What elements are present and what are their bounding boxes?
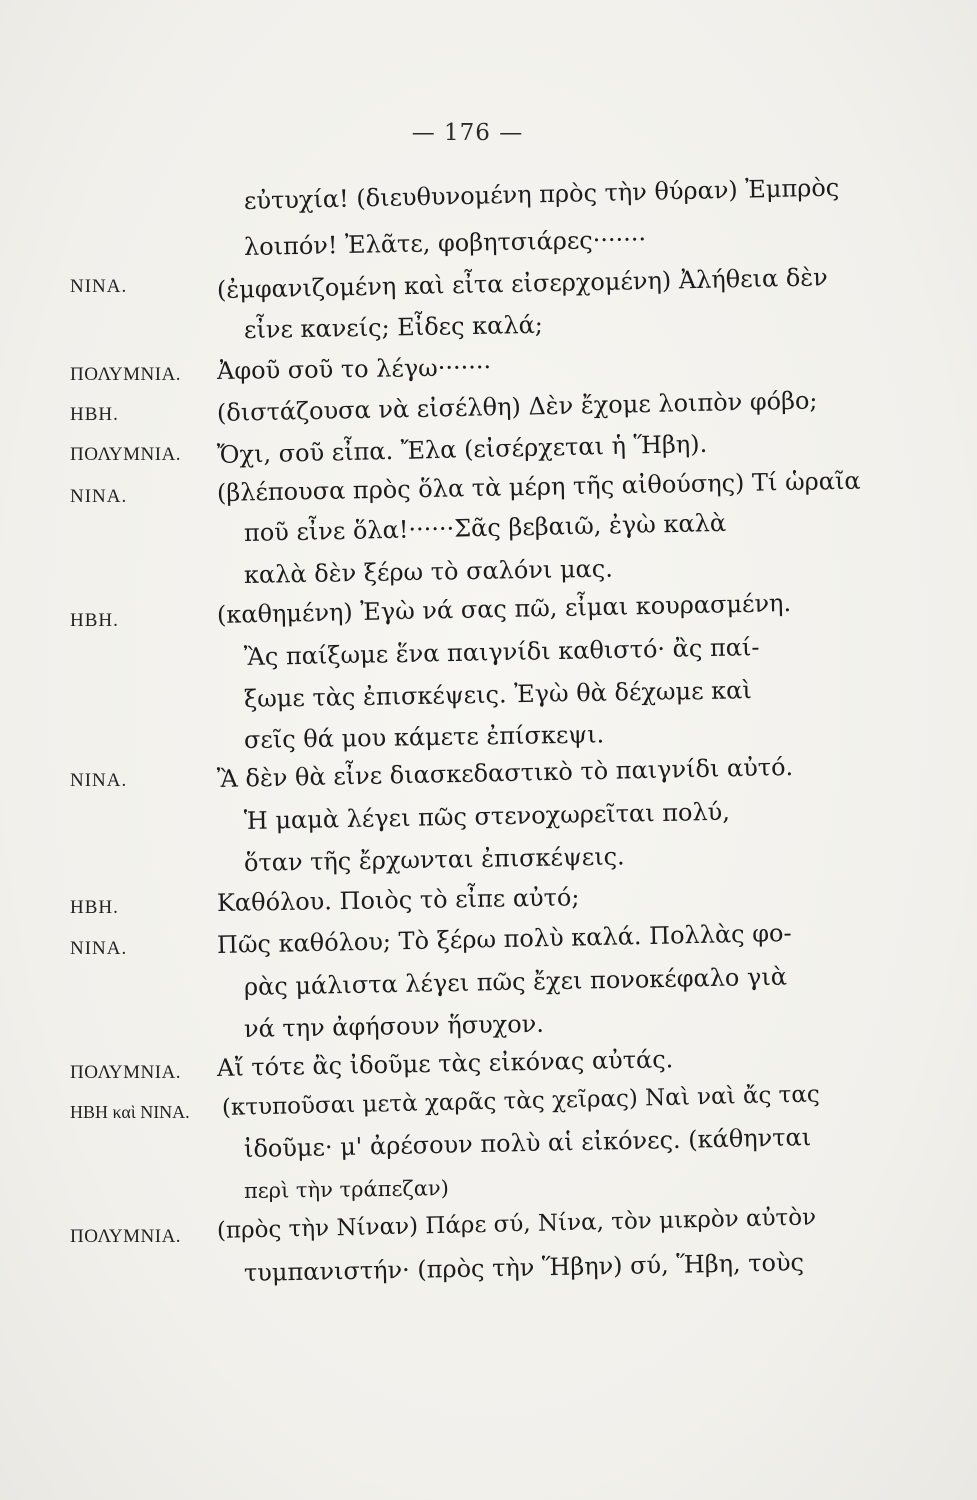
dialogue-line: περὶ τὴν τράπεζαν): [243, 1176, 450, 1203]
dialogue-line: (διστάζουσα νὰ εἰσέλθη) Δὲν ἔχομε λοιπὸν φόβο;: [216, 386, 818, 427]
dialogue-line: Αἴ τότε ἂς ἰδοῦμε τὰς εἰκόνας αὐτάς.: [216, 1045, 674, 1082]
speaker-label: ΠΟΛΥΜΝΙΑ.: [70, 1062, 182, 1083]
dialogue-line: ρὰς μάλιστα λέγει πῶς ἔχει πονοκέφαλο γιὰ: [243, 962, 788, 1001]
dialogue-line: (ἐμφανιζομένη καὶ εἶτα εἰσερχομένη) Ἀλήθεια δὲν: [216, 263, 829, 304]
dialogue-line: Ἡ μαμὰ λέγει πῶς στενοχωρεῖται πολύ,: [243, 797, 731, 835]
dialogue-line: λοιπόν! Ἐλᾶτε, φοβητσιάρες·······: [243, 225, 647, 261]
speaker-label: ΠΟΛΥΜΝΙΑ.: [70, 1226, 182, 1247]
speaker-label: ΝΙΝΑ.: [70, 770, 128, 791]
dialogue-line: ξωμε τὰς ἐπισκέψεις. Ἐγὼ θὰ δέχωμε καὶ: [243, 676, 752, 713]
dialogue-line: Ἂς παίξωμε ἕνα παιγνίδι καθιστό· ἂς παί-: [243, 633, 760, 671]
speaker-label: ΝΙΝΑ.: [70, 938, 128, 959]
dialogue-line: Πῶς καθόλου; Τὸ ξέρω πολὺ καλά. Πολλὰς φο-: [216, 918, 792, 959]
dialogue-line: Ὄχι, σοῦ εἶπα. Ἔλα (εἰσέρχεται ἡ Ἥβη).: [216, 429, 708, 469]
dialogue-line: σεῖς θά μου κάμετε ἐπίσκεψι.: [243, 720, 605, 754]
speaker-label: ΝΙΝΑ.: [70, 486, 128, 507]
speaker-label: ΗΒΗ.: [70, 897, 119, 918]
dialogue-line: νά την ἀφήσουν ἥσυχον.: [243, 1009, 545, 1043]
dialogue-line: (πρὸς τὴν Νίναν) Πάρε σύ, Νίνα, τὸν μικρὸν αὐτὸν: [216, 1204, 817, 1244]
speaker-label: ΗΒΗ καὶ ΝΙΝΑ.: [70, 1102, 190, 1122]
page-number: — 176 —: [411, 120, 524, 146]
dialogue-line: Καθόλου. Ποιὸς τὸ εἶπε αὐτό;: [216, 883, 580, 917]
dialogue-line: (βλέπουσα πρὸς ὅλα τὰ μέρη τῆς αἰθούσης) Τί ὡραῖα: [216, 466, 861, 507]
speaker-label: ΠΟΛΥΜΝΙΑ.: [70, 444, 182, 465]
dialogue-line: καλὰ δὲν ξέρω τὸ σαλόνι μας.: [243, 554, 614, 589]
dialogue-line: τυμπανιστήν· (πρὸς τὴν Ἥβην) σύ, Ἥβη, τοὺς: [243, 1248, 805, 1287]
dialogue-line: ἰδοῦμε· μ' ἀρέσουν πολὺ αἱ εἰκόνες. (κάθηνται: [243, 1123, 812, 1163]
dialogue-line: εὐτυχία! (διευθυνομένη πρὸς τὴν θύραν) Ἐμπρὸς: [243, 173, 840, 215]
speaker-label: ΗΒΗ.: [70, 610, 119, 631]
dialogue-line: Ἀφοῦ σοῦ το λέγω·······: [216, 353, 492, 385]
speaker-label: ΗΒΗ.: [70, 404, 119, 425]
speaker-label: ΠΟΛΥΜΝΙΑ.: [70, 364, 182, 385]
dialogue-line: ποῦ εἶνε ὅλα!······Σᾶς βεβαιῶ, ἐγὼ καλὰ: [243, 508, 727, 547]
dialogue-line: (κτυποῦσαι μετὰ χαρᾶς τὰς χεῖρας) Ναὶ ναὶ ἄς τας: [221, 1081, 821, 1121]
speaker-label: ΝΙΝΑ.: [70, 276, 128, 297]
dialogue-line: Ἂ δὲν θὰ εἶνε διασκεδαστικὸ τὸ παιγνίδι αὐτό.: [216, 752, 794, 793]
dialogue-line: ὅταν τῆς ἔρχωνται ἐπισκέψεις.: [243, 842, 625, 877]
dialogue-line: εἶνε κανείς; Εἶδες καλά;: [243, 310, 544, 344]
dialogue-line: (καθημένη) Ἐγὼ νά σας πῶ, εἶμαι κουρασμένη.: [216, 588, 792, 629]
